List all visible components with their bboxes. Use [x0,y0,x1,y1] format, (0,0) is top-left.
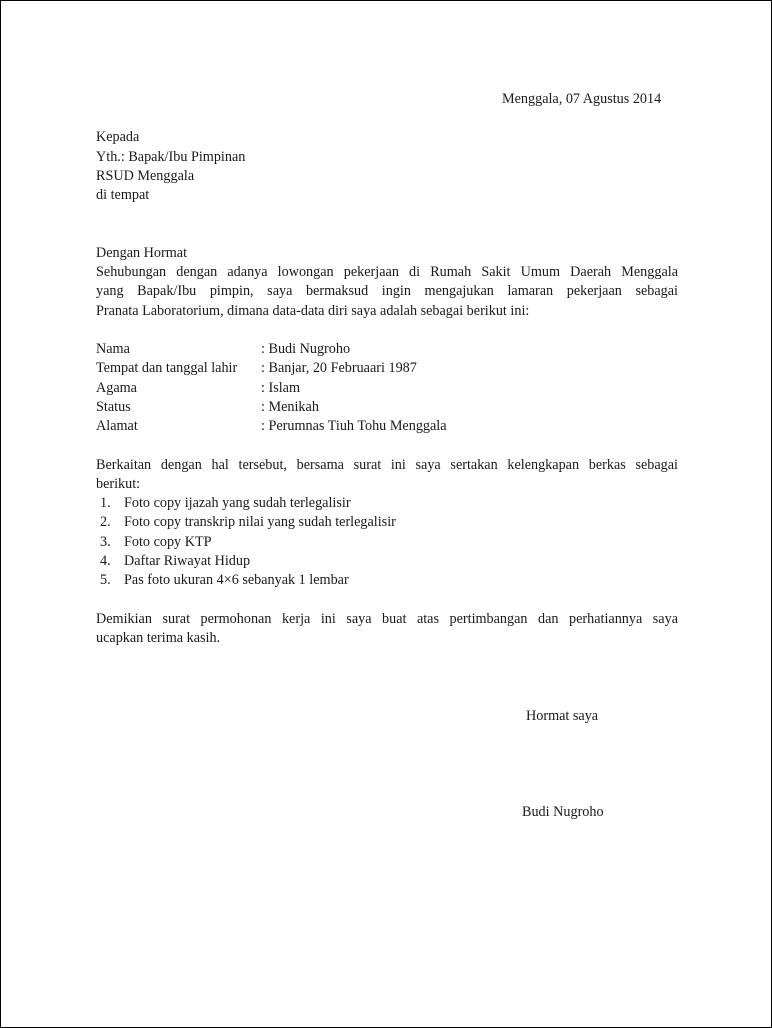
field-label-address: Alamat [96,418,138,434]
paragraph-line: Pranata Laboratorium, dimana data-data diri saya adalah sebagai berikut ini: [96,302,530,319]
recipient-line: Yth.: Bapak/Ibu Pimpinan [96,149,246,165]
paragraph-line: Sehubungan dengan adanya lowongan pekerjaan di Rumah Sakit Umum Daerah Menggala [96,264,678,280]
list-item: Foto copy transkrip nilai yang sudah terlegalisir [124,514,396,530]
paragraph-line: berikut: [96,476,141,493]
signoff: Hormat saya [526,708,599,724]
list-item-number: 5. [100,572,111,588]
recipient-line: RSUD Menggala [96,168,195,184]
field-value-birth: : Banjar, 20 Februaari 1987 [261,360,417,376]
paragraph-line: yang Bapak/Ibu pimpin, saya bermaksud ingin mengajukan lamaran pekerjaan sebagai [96,283,678,300]
list-item-number: 2. [100,514,111,530]
recipient-line: Kepada [96,129,140,145]
letter-date: Menggala, 07 Agustus 2014 [502,91,662,107]
recipient-line: di tempat [96,187,150,203]
field-value-religion: : Islam [261,380,301,396]
field-label-name: Nama [96,341,130,357]
list-item: Foto copy ijazah yang sudah terlegalisir [124,495,351,511]
paragraph-line: Berkaitan dengan hal tersebut, bersama surat ini saya sertakan kelengkapan berkas sebagai [96,457,678,473]
field-value-address: : Perumnas Tiuh Tohu Menggala [261,418,447,434]
field-value-name: : Budi Nugroho [261,341,351,357]
list-item-number: 1. [100,495,111,511]
list-item-number: 4. [100,553,111,569]
signature-name: Budi Nugroho [522,804,604,820]
salutation: Dengan Hormat [96,245,188,261]
field-value-status: : Menikah [261,399,319,415]
list-item: Foto copy KTP [124,534,212,550]
intro-paragraph [96,263,678,321]
field-label-religion: Agama [96,380,137,396]
paragraph-line: Demikian surat permohonan kerja ini saya buat atas pertimbangan dan perhatiannya saya [96,611,678,627]
list-item-number: 3. [100,534,111,550]
closing-paragraph [96,610,678,649]
list-item: Daftar Riwayat Hidup [124,553,251,569]
field-label-birth: Tempat dan tanggal lahir [96,360,238,376]
list-item: Pas foto ukuran 4×6 sebanyak 1 lembar [124,572,349,588]
attachment-intro-paragraph [96,456,678,495]
paragraph-line: ucapkan terima kasih. [96,630,221,647]
field-label-status: Status [96,399,131,415]
